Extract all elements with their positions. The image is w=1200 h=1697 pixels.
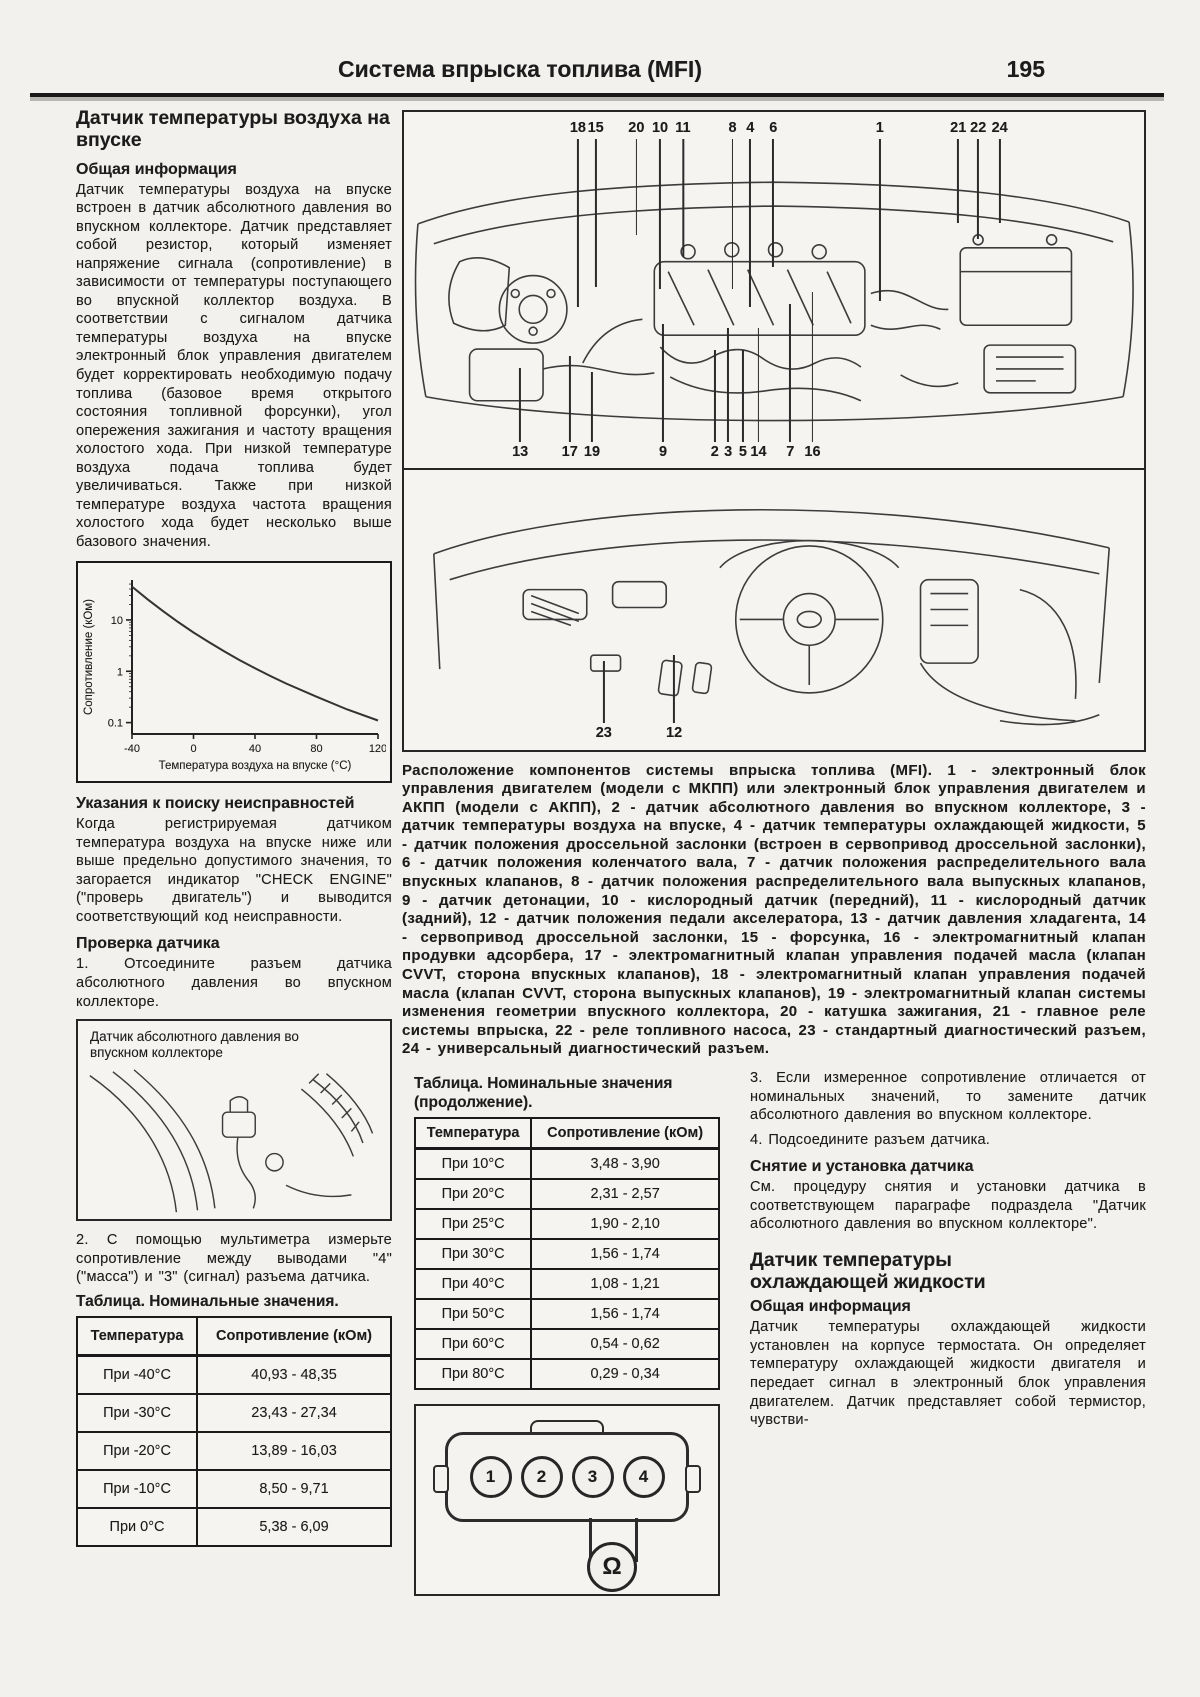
leader-line	[977, 139, 979, 239]
table-cell: При -30°C	[77, 1394, 197, 1432]
table-row	[415, 1149, 719, 1180]
table-cell: При -40°C	[77, 1356, 197, 1395]
component-number: 7	[786, 443, 795, 460]
svg-text:1: 1	[116, 666, 123, 679]
coolant-info-text: Датчик температуры охлаждающей жидкости установлен на корпусе термостата. Он определяет температуру охлаждающей жидкости двигателя и передает сигнал в электронный блок управления двигателем. Датчик представляет собой термистор, чувстви-	[750, 1319, 1146, 1429]
heading-sensor-check: Проверка датчика	[76, 935, 220, 953]
leader-line	[662, 324, 664, 442]
table-cell: 1,08 - 1,21	[531, 1269, 719, 1299]
component-number: 13	[512, 443, 529, 460]
component-number: 11	[675, 120, 691, 136]
table-row	[77, 1508, 391, 1546]
leader-line	[727, 328, 729, 442]
component-number: 15	[587, 120, 604, 136]
middle-column	[402, 1069, 720, 1596]
leader-line	[772, 139, 774, 267]
leader-line	[812, 292, 814, 442]
component-number: 6	[769, 120, 778, 136]
figure-caption: Расположение компонентов системы впрыска топлива (MFI). 1 - электронный блок управления двигателем (модели с МКПП) или электронный блок управления двигателем и АКПП (модели с АКПП), 2 - датчик абсолютного давления во впускном коллекторе, 3 - датчик температуры воздуха на впуске, 4 - датчик температуры охлаждающей жидкости, 5 - датчик положения дроссельной заслонки (встроен в сервопривод дроссельной заслонки), 6 - датчик положения коленчатого вала, 7 - датчик положения распределительного вала впускных клапанов, 8 - датчик положения распределительного вала выпускных клапанов, 9 - датчик детонации, 10 - кислородный датчик (передний), 11 - кислородный датчик (задний), 12 - датчик положения педали акселератора, 13 - датчик давления хладагента, 14 - сервопривод дроссельной заслонки, 15 - форсунка, 16 - электромагнитный клапан продувки адсорбера, 17 - электромагнитный клапан управления подачей масла (клапан CVVT, сторона впускных клапанов), 18 - электромагнитный клапан управления подачей масла (клапан CVVT, сторона выпускных клапанов), 19 - электромагнитный клапан системы изменения геометрии впускного коллектора, 20 - катушка зажигания, 21 - главное реле системы впрыска, 22 - реле топливного насоса, 23 - стандартный диагностический разъем, 24 - универсальный диагностический разъем.	[402, 761, 1146, 1058]
table-cell: 1,56 - 1,74	[531, 1299, 719, 1329]
component-number: 10	[651, 120, 669, 136]
troubleshooting-text: Когда регистрируемая датчиком температура воздуха на впуске ниже или выше предельно допустимого значения, то загорается индикатор "CHECK ENGINE" ("проверь двигатель") и выводится соответствующий код неисправности.	[76, 816, 392, 925]
heading-coolant-general-info: Общая информация	[750, 1298, 911, 1316]
general-info-text: Датчик температуры воздуха на впуске встроен в датчик абсолютного давления во впускном коллекторе. Датчик представляет собой резистор, который изменяет напряжение сигнала (сопротивление) в зависимости от температуры поступающего во впускной коллектор воздуха. В соответствии с сигналом датчика температуры воздуха на впуске электронный блок управления двигателем будет корректировать необходимую подачу топлива (базовое время открытого состояния топливной форсунки), угол опережения зажигания и частоту вращения холостого хода. При низкой температуре воздуха подача топлива будет увеличиваться. Также при низкой температуре воздуха частота вращения холостого хода будет несколько выше базового значения.	[76, 181, 392, 550]
svg-text:80: 80	[310, 743, 323, 756]
component-number: 16	[804, 443, 821, 460]
svg-text:-40: -40	[124, 743, 140, 756]
table-cell: 1,56 - 1,74	[531, 1239, 719, 1269]
component-number: 1	[875, 120, 884, 136]
leader-line	[591, 372, 593, 442]
table-cell: При 25°C	[415, 1209, 531, 1239]
table-row	[415, 1239, 719, 1269]
svg-text:0.1: 0.1	[107, 717, 123, 730]
table-row	[77, 1432, 391, 1470]
connector-pin-3: 3	[572, 1456, 614, 1498]
leader-line	[659, 139, 661, 289]
table-cell: При -20°C	[77, 1432, 197, 1470]
nominal-values-cont-table	[414, 1117, 720, 1390]
svg-text:10: 10	[110, 615, 123, 628]
table-cell: При -10°C	[77, 1470, 197, 1508]
engine-bay-figure	[402, 110, 1146, 470]
table-cell: 8,50 - 9,71	[197, 1470, 391, 1508]
svg-text:Сопротивление (кОм): Сопротивление (кОм)	[83, 599, 95, 716]
table-header-cell: Сопротивление (кОм)	[197, 1317, 391, 1356]
connector-pin-4: 4	[623, 1456, 665, 1498]
component-number: 12	[666, 725, 683, 741]
table-row	[415, 1359, 719, 1389]
leader-line	[682, 139, 684, 257]
table-header-cell: Температура	[77, 1317, 197, 1356]
leader-line	[758, 328, 760, 442]
table-cell: 0,54 - 0,62	[531, 1329, 719, 1359]
table-cell: 5,38 - 6,09	[197, 1508, 391, 1546]
section-title-coolant-sensor: Датчик температуры охлаждающей жидкости	[750, 1248, 986, 1293]
table-cell: При 40°C	[415, 1269, 531, 1299]
leader-line	[519, 368, 521, 442]
component-number: 8	[728, 120, 737, 136]
dashboard-figure	[402, 468, 1146, 752]
leader-line	[635, 139, 637, 235]
component-number: 20	[628, 120, 645, 136]
right-area	[402, 110, 1146, 1596]
header-rule	[30, 93, 1164, 97]
table-cell: 40,93 - 48,35	[197, 1356, 391, 1395]
table-cell: При 30°C	[415, 1239, 531, 1269]
map-sensor-figure-label: Датчик абсолютного давления во впускном коллекторе	[90, 1029, 299, 1060]
component-number: 9	[658, 443, 668, 460]
component-number: 14	[750, 443, 767, 460]
leader-line	[789, 304, 791, 442]
component-number: 19	[583, 443, 601, 460]
svg-text:Температура воздуха на впуске: Температура воздуха на впуске (°C)	[158, 760, 352, 773]
svg-text:40: 40	[248, 743, 262, 756]
heading-removal-install: Снятие и установка датчика	[750, 1158, 974, 1176]
far-right-column	[720, 1069, 1146, 1596]
section-title-iat-sensor: Датчик температуры воздуха на впуске	[76, 107, 390, 151]
table-cell: При 80°C	[415, 1359, 531, 1389]
component-number: 18	[569, 120, 586, 136]
leader-line	[742, 350, 744, 442]
leader-line	[879, 139, 881, 301]
leader-line	[577, 139, 579, 307]
removal-text: См. процедуру снятия и установки датчика в соответствующем параграфе подраздела "Датчик абсолютного давления во впускном коллекторе".	[750, 1179, 1146, 1233]
table-cell: 2,31 - 2,57	[531, 1179, 719, 1209]
table-cell: При 0°C	[77, 1508, 197, 1546]
table-cell: При 10°C	[415, 1149, 531, 1180]
nominal-values-cont-title: Таблица. Номинальные значения (продолжение).	[414, 1075, 673, 1111]
heading-general-info: Общая информация	[76, 160, 237, 178]
component-number: 4	[746, 120, 755, 136]
check-step-4: 4. Подсоедините разъем датчика.	[750, 1131, 991, 1148]
lower-split	[402, 1069, 1146, 1596]
nominal-values-table-title: Таблица. Номинальные значения.	[76, 1292, 339, 1310]
table-cell: При 50°C	[415, 1299, 531, 1329]
table-cell: 1,90 - 2,10	[531, 1209, 719, 1239]
table-row	[415, 1179, 719, 1209]
check-step-2: 2. С помощью мультиметра измерьте сопротивление между выводами "4" ("масса") и "3" (сигнал) разъема датчика.	[76, 1232, 392, 1286]
resistance-chart	[76, 561, 392, 783]
connector-body	[445, 1432, 689, 1522]
table-header-row	[77, 1317, 391, 1356]
ohmmeter-symbol: Ω	[587, 1542, 637, 1592]
page-number: 195	[1006, 56, 1045, 82]
table-header-cell: Температура	[415, 1118, 531, 1149]
heading-troubleshooting: Указания к поиску неисправностей	[76, 795, 355, 813]
table-cell: При 60°C	[415, 1329, 531, 1359]
table-cell: 0,29 - 0,34	[531, 1359, 719, 1389]
table-header-cell: Сопротивление (кОм)	[531, 1118, 719, 1149]
meter-lead-pin4	[635, 1518, 638, 1562]
component-number: 5	[738, 443, 747, 460]
svg-text:120: 120	[368, 743, 386, 756]
leader-line	[732, 139, 734, 289]
leader-line	[714, 350, 716, 442]
connector-pin-1: 1	[470, 1456, 512, 1498]
table-row	[415, 1209, 719, 1239]
map-sensor-line-art	[86, 1067, 386, 1217]
table-header-row	[415, 1118, 719, 1149]
table-row	[77, 1356, 391, 1395]
table-cell: 23,43 - 27,34	[197, 1394, 391, 1432]
component-number: 3	[724, 443, 733, 460]
component-number: 24	[991, 120, 1008, 136]
table-row	[77, 1394, 391, 1432]
table-row	[415, 1269, 719, 1299]
resistance-vs-temperature-chart	[80, 568, 386, 774]
table-row	[415, 1299, 719, 1329]
leader-line	[999, 139, 1001, 223]
dashboard-line-art	[404, 470, 1143, 745]
nominal-values-table	[76, 1316, 392, 1547]
connector-pinout-figure	[414, 1404, 720, 1596]
leader-line	[957, 139, 959, 223]
component-number: 2	[710, 443, 719, 460]
table-row	[415, 1329, 719, 1359]
connector-pin-2: 2	[521, 1456, 563, 1498]
table-cell: 13,89 - 16,03	[197, 1432, 391, 1470]
leader-line	[569, 356, 571, 442]
leader-line	[595, 139, 597, 287]
table-cell: При 20°C	[415, 1179, 531, 1209]
component-number: 21	[950, 120, 967, 136]
leader-line	[603, 661, 605, 723]
map-sensor-figure	[76, 1019, 392, 1221]
page-title: Система впрыска топлива (MFI)	[338, 56, 702, 82]
check-step-3: 3. Если измеренное сопротивление отличается от номинальных значений, то замените датчик абсолютного давления во впускном коллекторе.	[750, 1070, 1146, 1124]
check-step-1: 1. Отсоедините разъем датчика абсолютного давления во впускном коллекторе.	[76, 956, 392, 1010]
svg-text:0: 0	[190, 743, 197, 756]
leader-line	[673, 655, 675, 723]
component-number: 23	[595, 725, 612, 741]
leader-line	[749, 139, 751, 307]
table-cell: 3,48 - 3,90	[531, 1149, 719, 1180]
table-row	[77, 1470, 391, 1508]
component-number: 17	[561, 443, 578, 460]
component-number: 22	[970, 120, 987, 136]
left-column	[76, 108, 392, 1547]
